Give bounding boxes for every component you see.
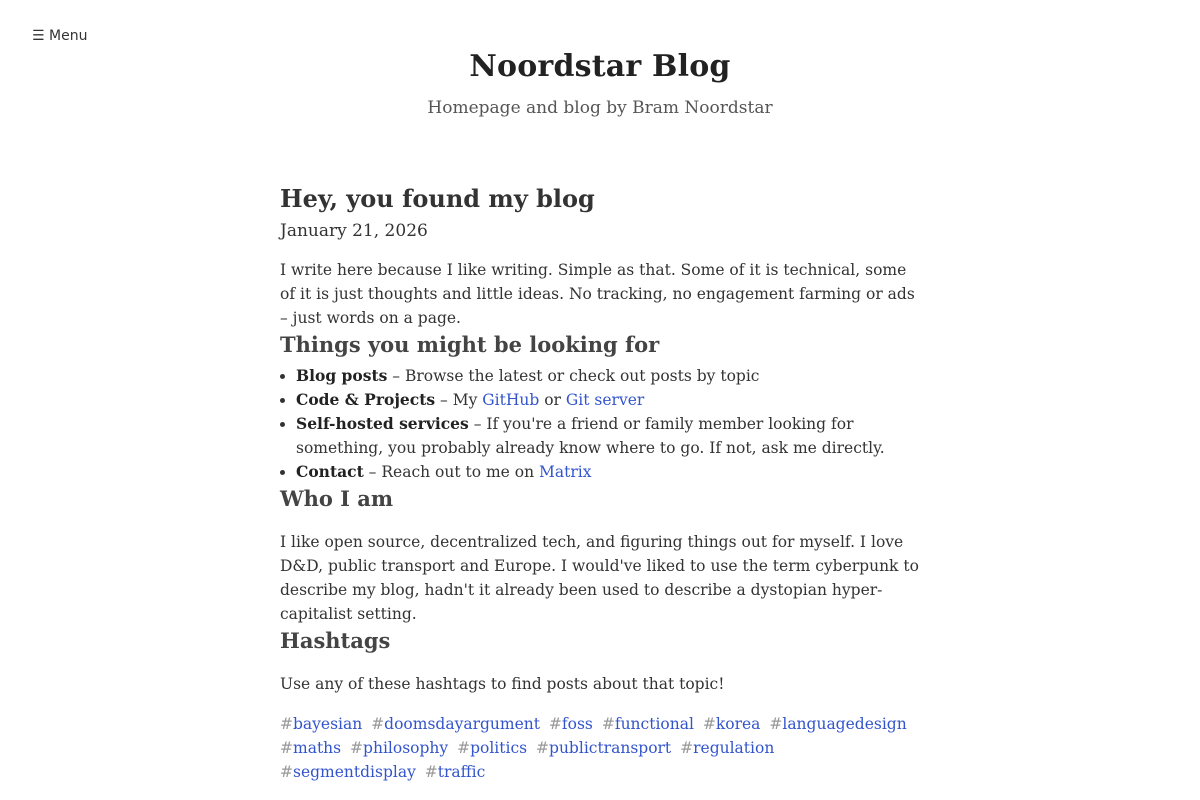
- hash-symbol: #: [769, 715, 783, 733]
- hash-symbol: #: [548, 715, 562, 733]
- code-projects-title: Code & Projects: [296, 390, 436, 409]
- hashtag-doomsdayargument[interactable]: [371, 715, 540, 733]
- hashtag-korea[interactable]: [703, 715, 761, 733]
- hash-symbol: #: [601, 715, 615, 733]
- intro-paragraph: I write here because I like writing. Simple as that. Some of it is technical, some of it is just thoughts and little ideas. No tracking, no engagement farming or ads – just words on a page.: [280, 261, 915, 327]
- site-subtitle: Homepage and blog by Bram Noordstar: [427, 98, 773, 118]
- list-item-blog-posts: [296, 364, 920, 388]
- hash-symbol: #: [371, 715, 385, 733]
- hashtag-name: foss: [561, 715, 593, 733]
- hashtag-name: politics: [470, 739, 528, 757]
- hashtag-name: korea: [715, 715, 761, 733]
- list-item-code-projects: [296, 388, 920, 412]
- hashtag-segmentdisplay[interactable]: [280, 763, 416, 781]
- hashtag-publictransport[interactable]: [536, 739, 671, 757]
- hashtag-name: publictransport: [549, 739, 672, 757]
- hash-symbol: #: [680, 739, 694, 757]
- hash-symbol: #: [280, 739, 293, 757]
- hash-symbol: #: [457, 739, 471, 757]
- hashtag-name: maths: [293, 739, 342, 757]
- post-title: Hey, you found my blog: [280, 184, 595, 213]
- hashtag-languagedesign[interactable]: [769, 715, 906, 733]
- hashtag-name: segmentdisplay: [293, 763, 416, 781]
- hashtag-maths[interactable]: [280, 739, 341, 757]
- menu-button[interactable]: ☰ Menu: [32, 28, 88, 44]
- hashtag-traffic[interactable]: [425, 763, 486, 781]
- contact-title: Contact: [296, 462, 364, 481]
- self-hosted-title: Self-hosted services: [296, 414, 469, 433]
- list-item-contact: [296, 460, 920, 484]
- list-item-self-hosted: [296, 412, 920, 460]
- hash-symbol: #: [350, 739, 364, 757]
- who-heading: Who I am: [280, 486, 394, 511]
- hashtag-list: [280, 712, 920, 784]
- hash-symbol: #: [702, 715, 716, 733]
- contact-text: – Reach out to me on: [363, 463, 540, 481]
- hashtag-bayesian[interactable]: [280, 715, 362, 733]
- code-projects-or: or: [539, 391, 566, 409]
- hashtag-regulation[interactable]: [680, 739, 774, 757]
- hashtag-name: languagedesign: [782, 715, 907, 733]
- self-hosted-text: – If you're a friend or family member looking for something, you probably already know where to go. If not, ask me directly.: [296, 415, 885, 457]
- hashtag-philosophy[interactable]: [350, 739, 448, 757]
- code-projects-text: – My: [435, 391, 483, 409]
- post-date: January 21, 2026: [280, 221, 428, 241]
- hashtag-functional[interactable]: [602, 715, 694, 733]
- hash-symbol: #: [424, 763, 438, 781]
- blog-posts-title: Blog posts: [296, 366, 388, 385]
- git-server-link[interactable]: Git server: [565, 391, 645, 409]
- github-link[interactable]: GitHub: [482, 391, 540, 409]
- main-content: [280, 182, 920, 784]
- blog-posts-text: – Browse the latest or check out posts by topic: [387, 367, 760, 385]
- site-header: [0, 0, 1200, 119]
- looking-heading: Things you might be looking for: [280, 332, 660, 357]
- hashtags-intro: Use any of these hashtags to find posts about that topic!: [280, 675, 725, 693]
- hashtag-name: functional: [614, 715, 694, 733]
- matrix-link[interactable]: Matrix: [539, 463, 592, 481]
- looking-list: [280, 364, 920, 484]
- who-paragraph: I like open source, decentralized tech, and figuring things out for myself. I love D&D, public transport and Europe. I would've liked to use the term cyberpunk to describe my blog, hadn't it already been used to describe a dystopian hyper-capitalist setting.: [280, 533, 919, 623]
- hashtags-heading: Hashtags: [280, 628, 391, 653]
- site-title[interactable]: Noordstar Blog: [469, 49, 731, 84]
- hashtag-name: philosophy: [363, 739, 449, 757]
- hash-symbol: #: [280, 715, 293, 733]
- hashtag-politics[interactable]: [457, 739, 527, 757]
- hashtag-foss[interactable]: [549, 715, 593, 733]
- hashtag-name: traffic: [437, 763, 486, 781]
- hashtag-name: doomsdayargument: [384, 715, 540, 733]
- hash-symbol: #: [536, 739, 550, 757]
- hashtag-name: bayesian: [293, 715, 363, 733]
- hashtag-name: regulation: [693, 739, 775, 757]
- hash-symbol: #: [280, 763, 293, 781]
